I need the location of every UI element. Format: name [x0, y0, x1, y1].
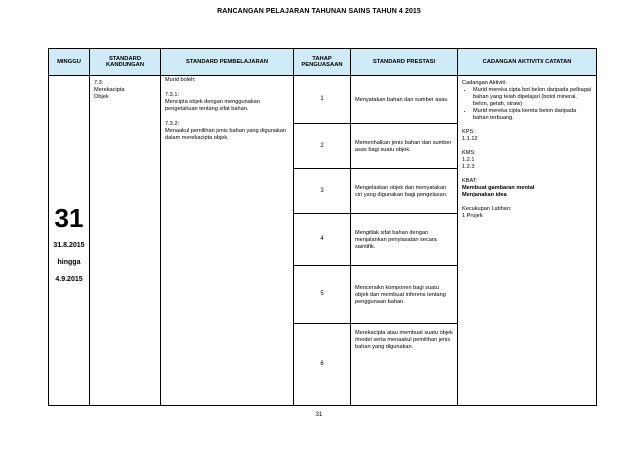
- sp-item-text: Mencipta objek dengan menggunakan pengetahuan tentang sifat bahan.: [165, 99, 260, 112]
- table-header-row: [49, 49, 597, 76]
- kecukupan-label: Kecukupan Latihan:: [462, 206, 512, 212]
- header-standard-kandungan: STANDARD KANDUNGAN: [90, 49, 161, 76]
- level-number: 6: [294, 324, 351, 406]
- table-row: [49, 76, 597, 124]
- kbat-label: KBAT:: [462, 178, 478, 184]
- sp-item-code: 7.3.1:: [165, 92, 179, 98]
- level-descriptor: Mengelaskan objek dan menyatakan ciri yang digunakan bagi pengelasan.: [351, 169, 458, 214]
- kms-value: 1.2.1: [462, 157, 475, 163]
- kecukupan-value: 1 Projek: [462, 213, 483, 219]
- sp-item-text: Menaakul pemilihan jenis bahan yang digunakan dalam merekacipta objek.: [165, 128, 286, 141]
- aktiviti-label: Cadangan Aktiviti:: [462, 80, 507, 86]
- sk-code: 7.3:: [94, 80, 104, 86]
- header-standard-pembelajaran: STANDARD PEMBELAJARAN: [161, 49, 294, 76]
- kms-label: KMS:: [462, 150, 476, 156]
- level-descriptor: Mengitlak sifat bahan dengan menjalankan penyiasatan secara saintifik.: [351, 214, 458, 266]
- header-tahap-penguasaan: TAHAP PENGUASAAN: [294, 49, 351, 76]
- level-descriptor: Memerihalkan jenis bahan dan sumber asas bagi suatu objek.: [351, 124, 458, 169]
- header-standard-prestasi: STANDARD PRESTASI: [351, 49, 458, 76]
- level-number: 2: [294, 124, 351, 169]
- header-cadangan: CADANGAN AKTIVITI/ CATATAN: [458, 49, 597, 76]
- sp-intro: Murid boleh:: [165, 77, 196, 83]
- list-item: • Murid mereka cipta kereta belon daripada bahan terbuang.: [473, 108, 592, 122]
- week-range-word: hingga: [57, 259, 81, 266]
- header-minggu: MINGGU: [49, 49, 90, 76]
- level-number: 4: [294, 214, 351, 266]
- level-descriptor: Menyatakan bahan dan sumber asas.: [351, 76, 458, 124]
- sp-item-code: 7.3.2:: [165, 121, 179, 127]
- level-descriptor: Merekacipta atau membuat suatu objek /model serta menaakul pemilihan jenis bahan yang digunakan.: [351, 324, 458, 406]
- kbat-value: Membuat gambaran mental: [462, 185, 535, 191]
- lesson-plan-table: [48, 48, 597, 406]
- kps-value: 1.1.12: [462, 136, 478, 142]
- kps-label: KPS:: [462, 129, 475, 135]
- standard-kandungan-cell: [90, 76, 161, 406]
- week-end-date: 4.9.2015: [55, 276, 83, 283]
- list-item: • Murid mereka cipta bot belon daripada pelbagai bahan yang telah dipelajari (botol mineral, belon, getah, straw): [473, 87, 592, 108]
- page-number: 31: [315, 412, 323, 418]
- kms-value: 1.2.3: [462, 164, 475, 170]
- sk-line: Objek: [94, 94, 109, 100]
- level-number: 5: [294, 266, 351, 324]
- level-number: 1: [294, 76, 351, 124]
- page-title: RANCANGAN PELAJARAN TAHUNAN SAINS TAHUN 4 2015: [217, 8, 421, 15]
- aktiviti-list: [462, 87, 592, 122]
- level-number: 3: [294, 169, 351, 214]
- week-cell: [49, 76, 90, 406]
- week-start-date: 31.8.2015: [53, 242, 85, 249]
- standard-pembelajaran-cell: [161, 76, 294, 406]
- sk-line: Merekacipta: [94, 87, 125, 93]
- week-number: 31: [54, 203, 84, 233]
- kbat-value: Menjanakan idea: [462, 192, 507, 198]
- cadangan-cell: [458, 76, 597, 406]
- level-descriptor: Menceraikn komponen bagi suatu objek dan membuat inferens tentang penggunaan bahan.: [351, 266, 458, 324]
